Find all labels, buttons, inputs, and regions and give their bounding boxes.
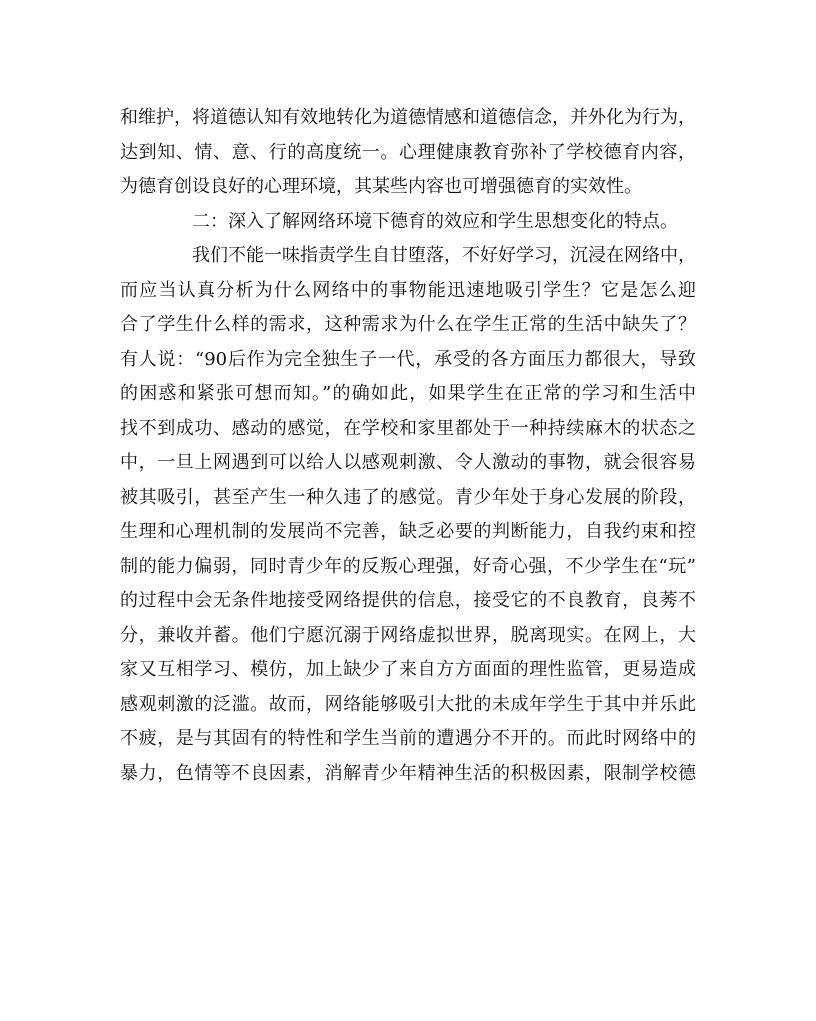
text-line: 达到知、情、意、行的高度统一。心理健康教育弥补了学校德育内容， xyxy=(120,141,696,163)
text-line: 的困惑和紧张可想而知。”的确如此，如果学生在正常的学习和生活中 xyxy=(120,383,696,404)
text-line: 的过程中会无条件地接受网络提供的信息，接受它的不良教育，良莠不 xyxy=(120,590,696,611)
text-line: 暴力，色情等不良因素，消解青少年精神生活的积极因素，限制学校德 xyxy=(120,762,696,784)
text-line: 有人说：“90后作为完全独生子一代，承受的各方面压力都很大，导致 xyxy=(120,348,696,370)
text-line: 制的能力偏弱，同时青少年的反叛心理强，好奇心强，不少学生在“玩” xyxy=(120,555,696,577)
text-line: 而应当认真分析为什么网络中的事物能迅速地吸引学生？它是怎么迎 xyxy=(120,279,696,301)
text-line: 不疲，是与其固有的特性和学生当前的遭遇分不开的。而此时网络中的 xyxy=(120,728,696,749)
text-line: 我们不能一味指责学生自甘堕落，不好好学习，沉浸在网络中， xyxy=(192,245,696,266)
text-line: 和维护，将道德认知有效地转化为道德情感和道德信念，并外化为行为， xyxy=(120,107,696,128)
text-line: 合了学生什么样的需求，这种需求为什么在学生正常的生活中缺失了？ xyxy=(120,314,696,335)
section-heading: 二：深入了解网络环境下德育的效应和学生思想变化的特点。 xyxy=(192,210,678,232)
text-line: 为德育创设良好的心理环境，其某些内容也可增强德育的实效性。 xyxy=(120,176,642,197)
text-line: 家又互相学习、模仿，加上缺少了来自方方面面的理性监管，更易造成 xyxy=(120,659,696,680)
text-line: 分，兼收并蓄。他们宁愿沉溺于网络虚拟世界，脱离现实。在网上，大 xyxy=(120,624,696,646)
text-line: 中，一旦上网遇到可以给人以感观刺激、令人激动的事物，就会很容易 xyxy=(120,452,696,473)
body-text xyxy=(120,101,696,791)
text-line: 被其吸引，甚至产生一种久违了的感觉。青少年处于身心发展的阶段， xyxy=(120,486,696,508)
text-line: 感观刺激的泛滥。故而，网络能够吸引大批的未成年学生于其中并乐此 xyxy=(120,693,696,715)
text-line: 生理和心理机制的发展尚不完善，缺乏必要的判断能力，自我约束和控 xyxy=(120,521,696,542)
text-line: 找不到成功、感动的感觉，在学校和家里都处于一种持续麻木的状态之 xyxy=(120,417,696,439)
